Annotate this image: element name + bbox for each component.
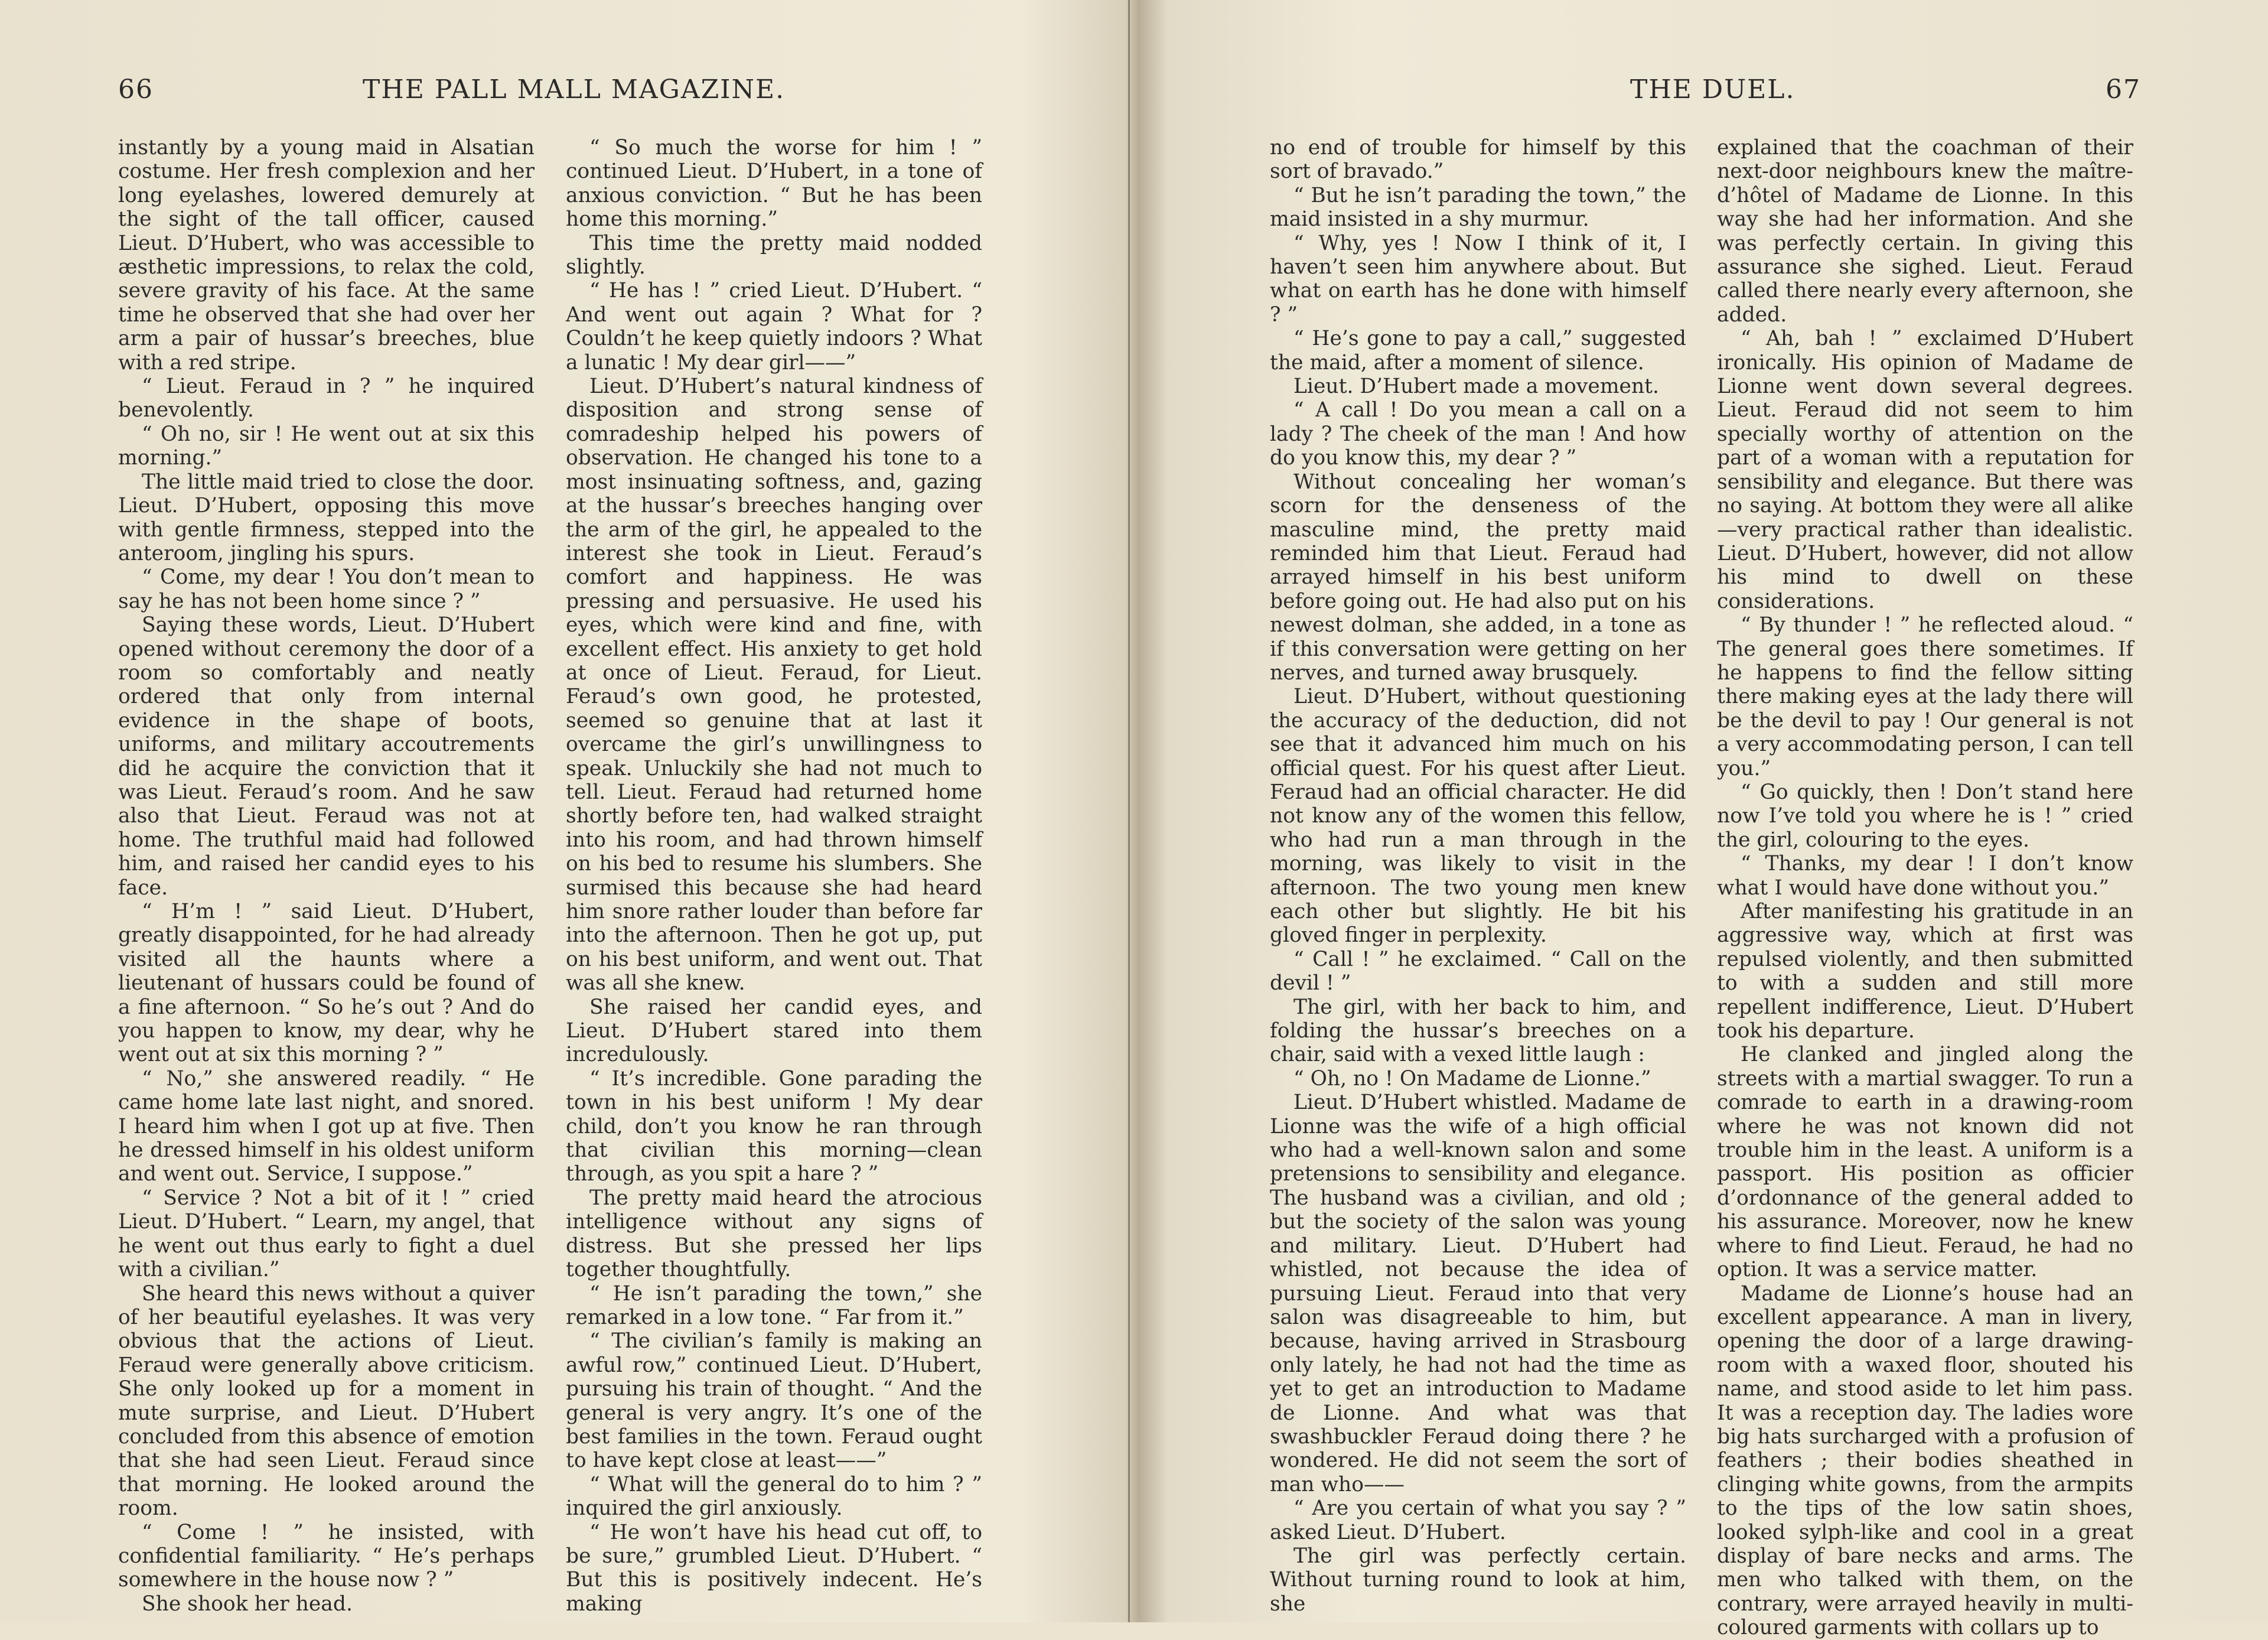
paragraph: “ Call ! ” he exclaimed. “ Call on the devil ! ” xyxy=(1270,947,1686,995)
left-page xyxy=(0,0,1128,1622)
paragraph: “ The civilian’s family is making an awful row,” continued Lieut. D’Hubert, pursuing his train of thought. “ And the general is very angry. It’s one of the best families in the town. Feraud ought to have kept close at least——” xyxy=(566,1329,982,1473)
running-head-right: THE DUEL. xyxy=(1630,74,1795,105)
paragraph: explained that the coachman of their next-door neighbours knew the maître-d’hôtel of Madame de Lionne. In this way she had her information. And she was perfectly certain. In giving this assurance she sighed. Lieut. Feraud called there nearly every afternoon, she added. xyxy=(1717,136,2133,327)
paragraph: “ What will the general do to him ? ” inquired the girl anxiously. xyxy=(566,1472,982,1521)
paragraph: The pretty maid heard the atrocious intelligence without any signs of distress. But she pressed her lips together thoughtfully. xyxy=(566,1186,982,1282)
paragraph: She shook her head. xyxy=(142,1592,353,1616)
page-number-right: 67 xyxy=(2106,74,2141,105)
paragraph: She raised her candid eyes, and Lieut. D’Hubert stared into them incredulously. xyxy=(566,995,982,1067)
left-column-1 xyxy=(118,136,535,1616)
paragraph: “ He has ! ” cried Lieut. D’Hubert. “ And went out again ? What for ? Couldn’t he keep quietly indoors ? What a lunatic ! My dear girl——” xyxy=(566,279,982,375)
paragraph: “ No,” she answered readily. “ He came home late last night, and snored. I heard him when I got up at five. Then he dressed himself in his oldest uniform and went out. Service, I suppose.” xyxy=(118,1066,535,1186)
paragraph: Without concealing her woman’s scorn for the denseness of the masculine mind, the pretty maid reminded him that Lieut. Feraud had arrayed himself in his best uniform before going out. He had also put on his newest dolman, she added, in a tone as if this conversation were getting on her nerves, and turned away brusquely. xyxy=(1270,470,1686,685)
running-head-left: THE PALL MALL MAGAZINE. xyxy=(363,74,786,105)
paragraph: The girl, with her back to him, and folding the hussar’s breeches on a chair, said with a vexed little laugh : xyxy=(1270,995,1686,1067)
paragraph: “ Ah, bah ! ” exclaimed D’Hubert ironically. His opinion of Madame de Lionne went down several degrees. Lieut. Feraud did not seem to him specially worthy of attention on the part of a woman with a reputation for sensibility and elegance. But there was no saying. At bottom they were all alike—very practical rather than idealistic. Lieut. D’Hubert, however, did not allow his mind to dwell on these considerations. xyxy=(1717,327,2133,613)
paragraph: “ Go quickly, then ! Don’t stand here now I’ve told you where he is ! ” cried the girl, colouring to the eyes. xyxy=(1717,780,2133,852)
paragraph: “ Service ? Not a bit of it ! ” cried Lieut. D’Hubert. “ Learn, my angel, that he went out thus early to fight a duel with a civilian.” xyxy=(118,1186,535,1282)
paragraph: “ He isn’t parading the town,” she remarked in a low tone. “ Far from it.” xyxy=(566,1281,982,1329)
paragraph: “ By thunder ! ” he reflected aloud. “ The general goes there sometimes. If he happens to find the fellow sitting there making eyes at the lady there will be the devil to pay ! Our general is not a very accommodating person, I can tell you.” xyxy=(1717,613,2133,780)
paragraph: He clanked and jingled along the streets with a martial swagger. To run a comrade to earth in a drawing-room where he was not known did not trouble him in the least. A uniform is a passport. His position as officier d’ordonnance of the general added to his assurance. Moreover, now he knew where to find Lieut. Feraud, he had no option. It was a service matter. xyxy=(1717,1043,2133,1282)
left-column-2 xyxy=(566,136,982,1616)
paragraph: “ So much the worse for him ! ” continued Lieut. D’Hubert, in a tone of anxious conviction. “ But he has been home this morning.” xyxy=(566,136,982,232)
right-column-1 xyxy=(1270,136,1686,1616)
paragraph: “ Lieut. Feraud in ? ” he inquired benevolently. xyxy=(118,375,535,422)
paragraph: instantly by a young maid in Alsatian costume. Her fresh complexion and her long eyelashes, lowered demurely at the sight of the tall officer, caused Lieut. D’Hubert, who was accessible to æsthetic impressions, to relax the cold, severe gravity of his face. At the same time he observed that she had over her arm a pair of hussar’s breeches, blue with a red stripe. xyxy=(118,136,535,375)
paragraph: Lieut. D’Hubert made a movement. xyxy=(1293,375,1659,399)
paragraph: “ Come, my dear ! You don’t mean to say he has not been home since ? ” xyxy=(118,565,535,613)
paragraph: The little maid tried to close the door. Lieut. D’Hubert, opposing this move with gentle firmness, stepped into the anteroom, jingling his spurs. xyxy=(118,470,535,565)
paragraph: After manifesting his gratitude in an aggressive way, which at first was repulsed violently, and then submitted to with a sudden and still more repellent indifference, Lieut. D’Hubert took his departure. xyxy=(1717,900,2133,1043)
right-page xyxy=(1140,0,2268,1640)
paragraph: “ He’s gone to pay a call,” suggested the maid, after a moment of silence. xyxy=(1270,327,1686,375)
paragraph: Madame de Lionne’s house had an excellent appearance. A man in livery, opening the door of a large drawing-room with a waxed floor, shouted his name, and stood aside to let him pass. It was a reception day. The ladies wore big hats surcharged with a profusion of feathers ; their bodies sheathed in clinging white gowns, from the armpits to the tips of the low satin shoes, looked sylph-like and cool in a great display of bare necks and arms. The men who talked with them, on the contrary, were arrayed heavily in multi-coloured garments with collars up to xyxy=(1717,1281,2133,1640)
gutter-line xyxy=(1128,0,1130,1622)
paragraph: This time the pretty maid nodded slightly. xyxy=(566,231,982,279)
page-number-left: 66 xyxy=(118,74,154,105)
paragraph: “ Are you certain of what you say ? ” asked Lieut. D’Hubert. xyxy=(1270,1496,1686,1544)
paragraph: no end of trouble for himself by this sort of bravado.” xyxy=(1270,136,1686,184)
paragraph: “ He won’t have his head cut off, to be sure,” grumbled Lieut. D’Hubert. “ But this is positively indecent. He’s making xyxy=(566,1520,982,1616)
paragraph: The girl was perfectly certain. Without turning round to look at him, she xyxy=(1270,1544,1686,1616)
paragraph: “ Why, yes ! Now I think of it, I haven’t seen him anywhere about. But what on earth has he done with himself ? ” xyxy=(1270,231,1686,327)
paragraph: “ It’s incredible. Gone parading the town in his best uniform ! My dear child, don’t you know he ran through that civilian this morning—clean through, as you spit a hare ? ” xyxy=(566,1066,982,1186)
paragraph: Lieut. D’Hubert, without questioning the accuracy of the deduction, did not see that it advanced him much on his official quest. For his quest after Lieut. Feraud had an official character. He did not know any of the women this fellow, who had run a man through in the morning, was likely to visit in the afternoon. The two young men knew each other but slightly. He bit his gloved finger in perplexity. xyxy=(1270,685,1686,948)
binding-gutter xyxy=(1117,0,1141,1622)
right-column-2 xyxy=(1717,136,2133,1640)
paragraph: “ H’m ! ” said Lieut. D’Hubert, greatly disappointed, for he had already visited all the haunts where a lieutenant of hussars could be found of a fine afternoon. “ So he’s out ? And do you happen to know, my dear, why he went out at six this morning ? ” xyxy=(118,900,535,1067)
paragraph: She heard this news without a quiver of her beautiful eyelashes. It was very obvious that the actions of Lieut. Feraud were generally above criticism. She only looked up for a moment in mute surprise, and Lieut. D’Hubert concluded from this absence of emotion that she had seen Lieut. Feraud since that morning. He looked around the room. xyxy=(118,1281,535,1521)
paragraph: “ Thanks, my dear ! I don’t know what I would have done without you.” xyxy=(1717,852,2133,900)
paragraph: Lieut. D’Hubert whistled. Madame de Lionne was the wife of a high official who had a well-known salon and some pretensions to sensibility and elegance. The husband was a civilian, and old ; but the society of the salon was young and military. Lieut. D’Hubert had whistled, not because the idea of pursuing Lieut. Feraud into that very salon was disagreeable to him, but because, having arrived in Strasbourg only lately, he had not had the time as yet to get an introduction to Madame de Lionne. And what was that swashbuckler Feraud doing there ? he wondered. He did not seem the sort of man who—— xyxy=(1270,1091,1686,1496)
paragraph: “ A call ! Do you mean a call on a lady ? The cheek of the man ! And how do you know this, my dear ? ” xyxy=(1270,398,1686,470)
paragraph: “ But he isn’t parading the town,” the maid insisted in a shy murmur. xyxy=(1270,183,1686,232)
paragraph: Saying these words, Lieut. D’Hubert opened without ceremony the door of a room so comfortably and neatly ordered that only from internal evidence in the shape of boots, uniforms, and military accoutrements did he acquire the conviction that it was Lieut. Feraud’s room. And he saw also that Lieut. Feraud was not at home. The truthful maid had followed him, and raised her candid eyes to his face. xyxy=(118,613,535,900)
paragraph: Lieut. D’Hubert’s natural kindness of disposition and strong sense of comradeship helped his powers of observation. He changed his tone to a most insinuating softness, and, gazing at the hussar’s breeches hanging over the arm of the girl, he appealed to the interest she took in Lieut. Feraud’s comfort and happiness. He was pressing and persuasive. He used his eyes, which were kind and fine, with excellent effect. His anxiety to get hold at once of Lieut. Feraud, for Lieut. Feraud’s own good, he protested, seemed so genuine that at last it overcame the girl’s unwillingness to speak. Unluckily she had not much to tell. Lieut. Feraud had returned home shortly before ten, had walked straight into his room, and had thrown himself on his bed to resume his slumbers. She surmised this because she had heard him snore rather louder than before far into the afternoon. Then he got up, put on his best uniform, and went out. That was all she knew. xyxy=(566,375,982,995)
paragraph: “ Oh no, sir ! He went out at six this morning.” xyxy=(118,422,535,470)
paragraph: “ Oh, no ! On Madame de Lionne.” xyxy=(1293,1066,1651,1091)
paragraph: “ Come ! ” he insisted, with confidential familiarity. “ He’s perhaps somewhere in the house now ? ” xyxy=(118,1520,535,1592)
